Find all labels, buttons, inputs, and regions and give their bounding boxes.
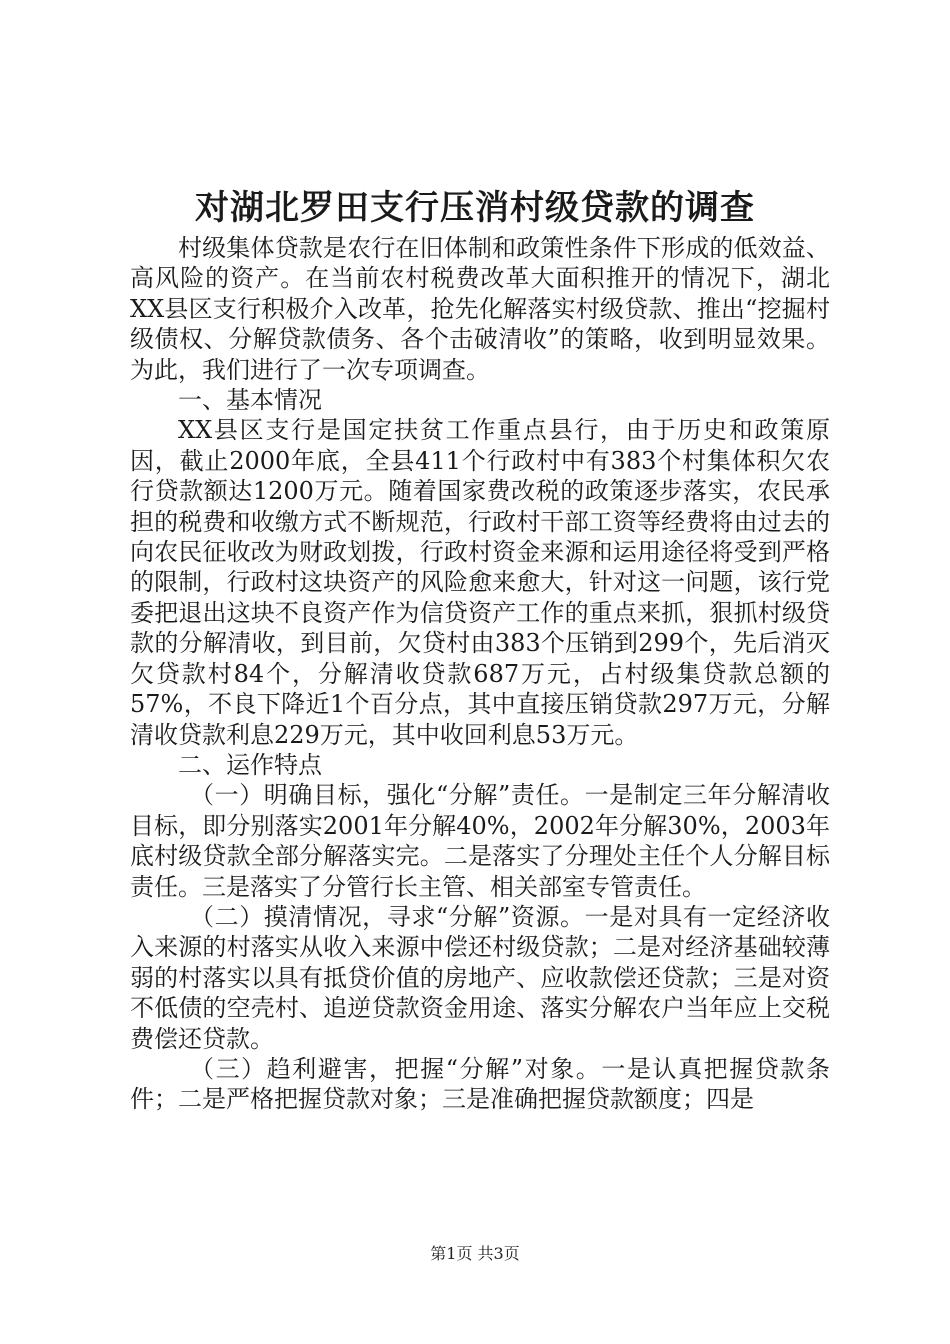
paragraph-feature-1: （一）明确目标，强化“分解”责任。一是制定三年分解清收目标，即分别落实2001年分解40%，2002年分解30%，2003年底村级贷款全部分解落实完。二是落实了分理处主任个人分解目标责任。三是落实了分管行长主管、相关部室专管责任。	[130, 781, 830, 901]
page-number: 第1页 共3页	[430, 1244, 520, 1263]
section-heading-basic: 一、基本情况	[178, 386, 322, 415]
document-title: 对湖北罗田支行压消村级贷款的调查	[195, 188, 755, 228]
paragraph-feature-2: （二）摸清情况，寻求“分解”资源。一是对具有一定经济收入来源的村落实从收入来源中偿还村级贷款；二是对经济基础较薄弱的村落实以具有抵贷价值的房地产、应收款偿还贷款；三是对资不低债的空壳村、追逆贷款资金用途、落实分解农户当年应上交税费偿还贷款。	[130, 902, 830, 1053]
section-heading-features: 二、运作特点	[178, 750, 322, 779]
paragraph-basic-situation: XX县区支行是国定扶贫工作重点县行，由于历史和政策原因，截止2000年底，全县411个行政村中有383个村集体积欠农行贷款额达1200万元。随着国家费改税的政策逐步落实，农民承担的税费和收缴方式不断规范，行政村干部工资等经费将由过去的向农民征收改为财政划拨，行政村资金来源和运用途径将受到严格的限制，行政村这块资产的风险愈来愈大，针对这一问题，该行党委把退出这块不良资产作为信贷资产工作的重点来抓，狠抓村级贷款的分解清收，到目前，欠贷村由383个压销到299个，先后消灭欠贷款村84个，分解清收贷款687万元，占村级集贷款总额的57%，不良下降近1个百分点，其中直接压销贷款297万元，分解清收贷款利息229万元，其中收回利息53万元。	[130, 416, 830, 749]
paragraph-intro: 村级集体贷款是农行在旧体制和政策性条件下形成的低效益、高风险的资产。在当前农村税费改革大面积推开的情况下，湖北XX县区支行积极介入改革，抢先化解落实村级贷款、推出“挖掘村级债权、分解贷款债务、各个击破清收”的策略，收到明显效果。为此，我们进行了一次专项调查。	[130, 234, 830, 384]
document-body	[130, 233, 830, 1115]
paragraph-feature-3: （三）趋利避害，把握“分解”对象。一是认真把握贷款条件；二是严格把握贷款对象；三是准确把握贷款额度；四是	[130, 1054, 830, 1114]
